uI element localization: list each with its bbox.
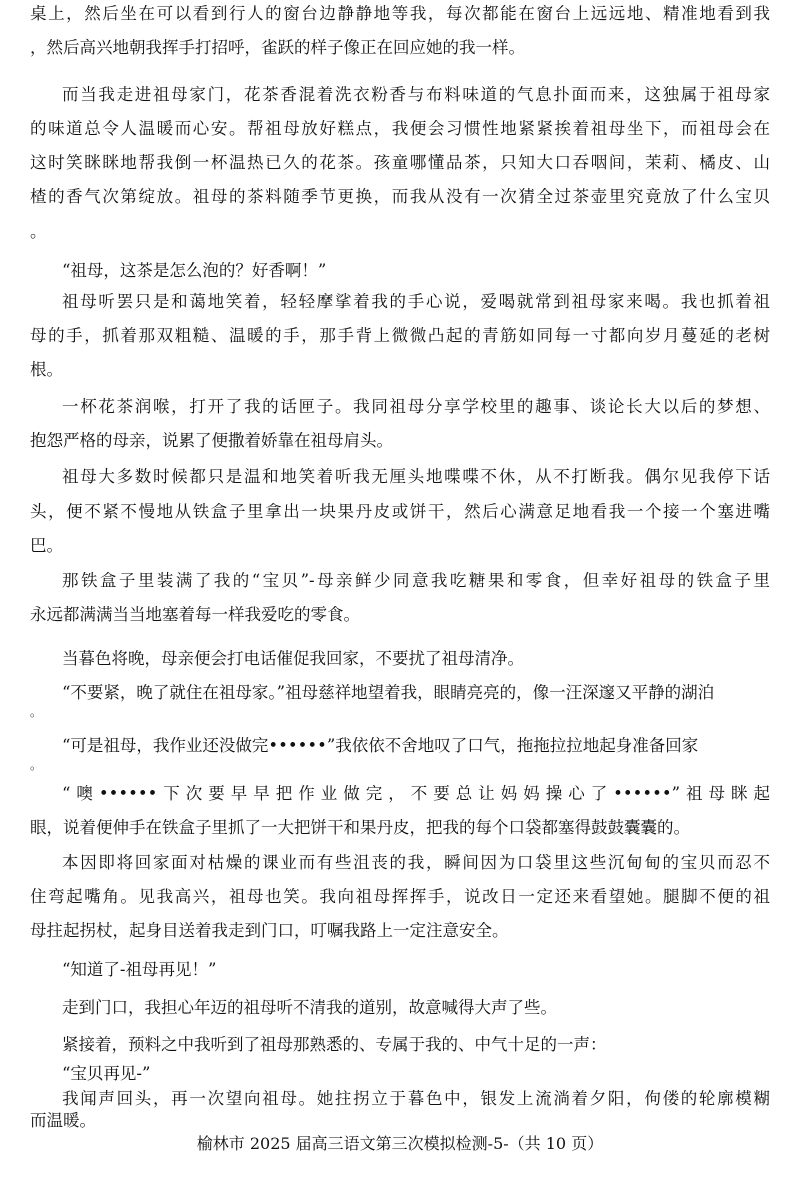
text-line: “不要紧，晚了就住在祖母家。”祖母慈祥地望着我，眼睛亮亮的，像一汪深邃又平静的湖泊 xyxy=(62,683,715,702)
text-line: 我闻声回头，再一次望向祖母。她拄拐立于暮色中，银发上流淌着夕阳，佝偻的轮廓模糊 xyxy=(62,1089,770,1108)
text-line: 本因即将回家面对枯燥的课业而有些沮丧的我，瞬间因为口袋里这些沉甸甸的宝贝而忍不 xyxy=(62,853,770,872)
text-line: 。 xyxy=(30,705,43,719)
page-footer: 榆林市 2025 届高三语文第三次模拟检测-5-（共 10 页） xyxy=(196,1134,604,1153)
text-line: 桌上，然后坐在可以看到行人的窗台边静静地等我，每次都能在窗台上远远地、精准地看到我 xyxy=(30,4,770,23)
text-line: 。 xyxy=(30,758,43,772)
text-line: 母的手，抓着那双粗糙、温暖的手，那手背上微微凸起的青筋如同每一寸都向岁月蔓延的老树 xyxy=(30,326,770,345)
text-line: 紧接着，预料之中我听到了祖母那熟悉的、专属于我的、中气十足的一声： xyxy=(62,1035,607,1054)
text-line: 头，便不紧不慢地从铁盒子里拿出一块果丹皮或饼干，然后心满意足地看我一个接一个塞进嘴 xyxy=(30,502,770,521)
text-line: ，然后高兴地朝我挥手打招呼，雀跃的样子像正在回应她的我一样。 xyxy=(30,38,525,57)
text-line: 走到门口，我担心年迈的祖母听不清我的道别，故意喊得大声了些。 xyxy=(62,998,557,1017)
text-line: 而当我走进祖母家门，花茶香混着洗衣粉香与布料味道的气息扑面而来，这独属于祖母家 xyxy=(62,85,770,104)
text-line: 楂的香气次第绽放。祖母的茶料随季节更换，而我从没有一次猜全过茶壶里究竟放了什么宝贝 xyxy=(30,187,770,206)
text-line: 住弯起嘴角。见我高兴，祖母也笑。我向祖母挥挥手，说改日一定还来看望她。腿脚不便的祖 xyxy=(30,887,770,906)
text-line: “知道了-祖母再见！” xyxy=(62,960,217,979)
text-line: 。 xyxy=(30,222,47,241)
text-line: 巴。 xyxy=(30,536,63,555)
text-line: 抱怨严格的母亲，说累了便撒着娇靠在祖母肩头。 xyxy=(30,431,393,450)
text-line: 祖母听罢只是和蔼地笑着，轻轻摩挲着我的手心说，爱喝就常到祖母家来喝。我也抓着祖 xyxy=(62,292,770,311)
text-line: 祖母大多数时候都只是温和地笑着听我无厘头地喋喋不休，从不打断我。偶尔见我停下话 xyxy=(62,467,770,486)
text-line: 永远都满满当当地塞着每一样我爱吃的零食。 xyxy=(30,605,360,624)
text-line: “宝贝再见-” xyxy=(62,1064,151,1083)
text-line: 这时笑眯眯地帮我倒一杯温热已久的花茶。孩童哪懂品茶，只知大口吞咽间，茉莉、橘皮、山 xyxy=(30,153,770,172)
text-line: “噢••••••下次要早早把作业做完，不要总让妈妈操心了••••••”祖母眯起 xyxy=(62,784,770,803)
text-line: 一杯花茶润喉，打开了我的话匣子。我同祖母分享学校里的趣事、谈论长大以后的梦想、 xyxy=(62,397,770,416)
text-line: 眼，说着便伸手在铁盒子里抓了一大把饼干和果丹皮，把我的每个口袋都塞得鼓鼓囊囊的。 xyxy=(30,818,690,837)
text-line: 的味道总令人温暖而心安。帮祖母放好糕点，我便会习惯性地紧紧挨着祖母坐下，而祖母会在 xyxy=(30,119,770,138)
text-line: 根。 xyxy=(30,360,63,379)
text-line: “可是祖母，我作业还没做完••••••”我依依不舍地叹了口气，拖拖拉拉地起身准备回家 xyxy=(62,736,699,755)
text-line: 母拄起拐杖，起身目送着我走到门口，叮嘱我路上一定注意安全。 xyxy=(30,921,509,940)
text-line: 那铁盒子里装满了我的“宝贝”-母亲鲜少同意我吃糖果和零食，但幸好祖母的铁盒子里 xyxy=(62,571,770,590)
text-line: 当暮色将晚，母亲便会打电话催促我回家，不要扰了祖母清净。 xyxy=(62,649,524,668)
text-line: 而温暖。 xyxy=(30,1111,96,1130)
text-line: “祖母，这茶是怎么泡的？好香啊！” xyxy=(62,261,327,280)
